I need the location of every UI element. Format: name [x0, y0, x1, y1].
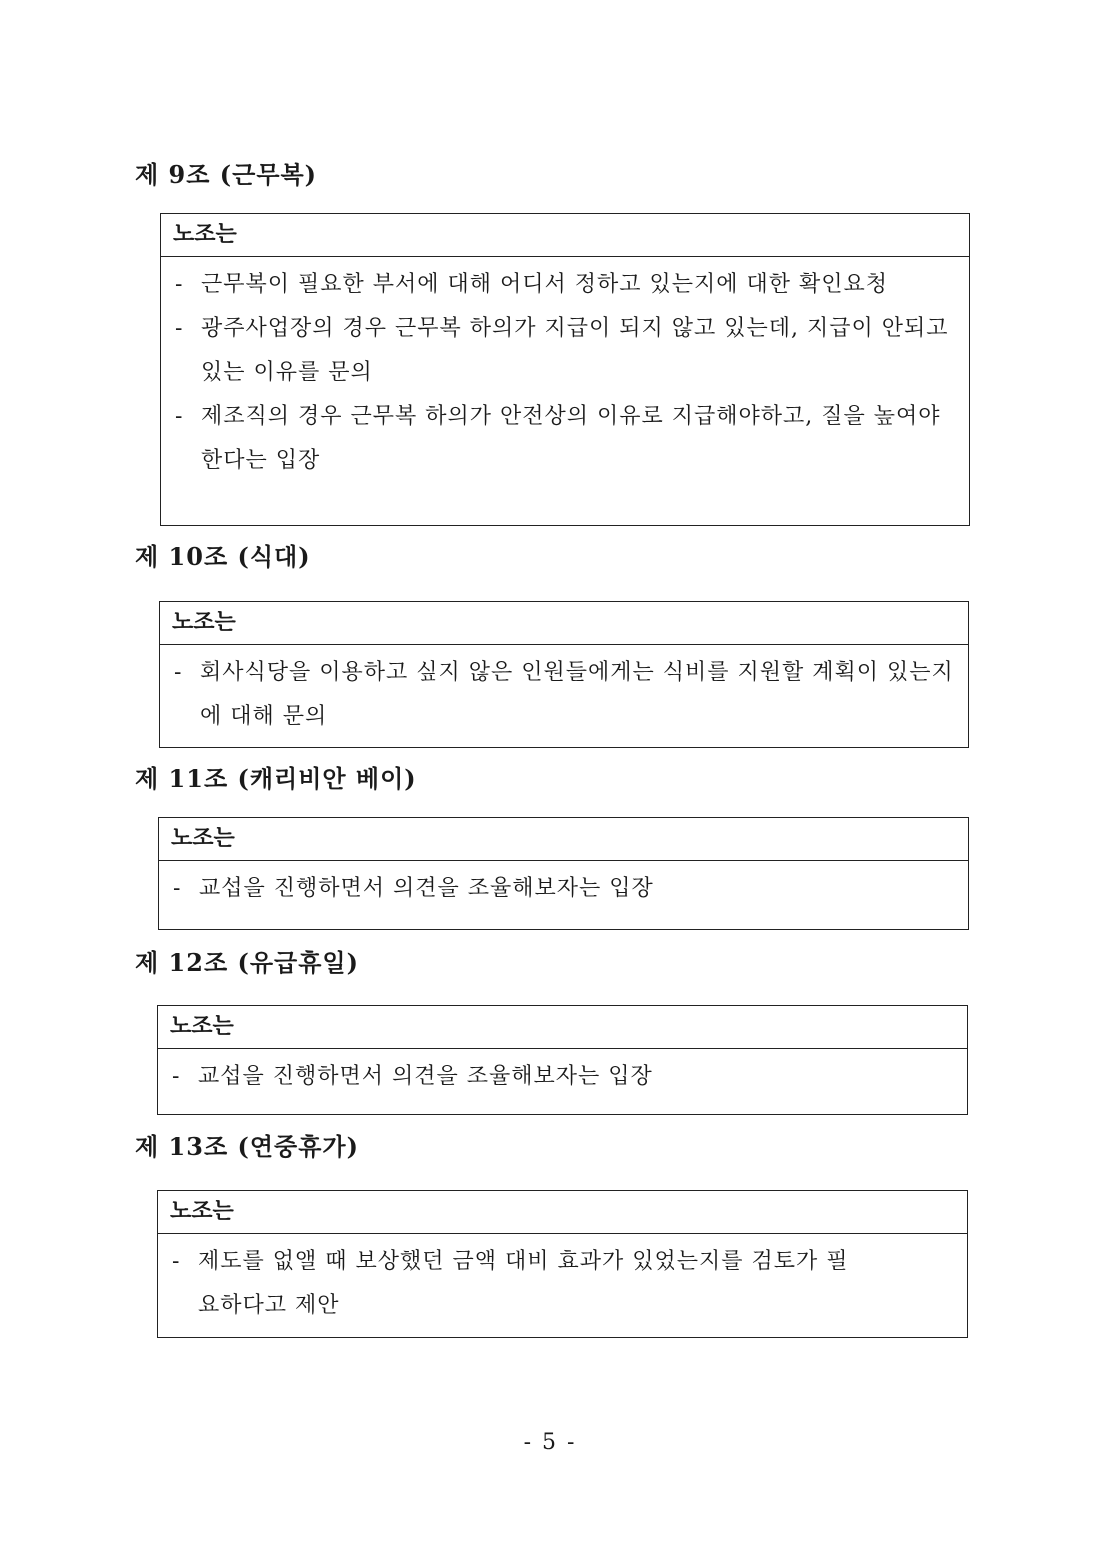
box-header: 노조는: [159, 818, 968, 861]
list-item: - 제조직의 경우 근무복 하의가 안전상의 이유로 지급해야하고, 질을 높여야 한다는 입장: [173, 395, 957, 483]
box-header: 노조는: [158, 1006, 967, 1049]
article-title: 제 11조 (캐리비안 베이): [135, 764, 417, 793]
article-box: [157, 1005, 968, 1115]
box-body: [158, 1049, 967, 1099]
box-body: [158, 1234, 967, 1328]
article-box: [158, 817, 969, 930]
article-box: [159, 601, 969, 748]
page-number: - 5 -: [523, 1430, 577, 1455]
box-header: 노조는: [161, 214, 969, 257]
article-title: 제 10조 (식대): [135, 542, 311, 571]
box-body: [160, 645, 968, 739]
box-header: 노조는: [158, 1191, 967, 1234]
article-title: 제 9조 (근무복): [135, 160, 318, 189]
list-item: - 회사식당을 이용하고 싶지 않은 인원들에게는 식비를 지원할 계획이 있는지에 대해 문의: [172, 651, 956, 739]
list-item: - 근무복이 필요한 부서에 대해 어디서 정하고 있는지에 대한 확인요청: [173, 263, 957, 307]
list-item: - 교섭을 진행하면서 의견을 조율해보자는 입장: [171, 867, 956, 911]
article-title: 제 13조 (연중휴가): [135, 1132, 359, 1161]
box-body: [159, 861, 968, 911]
article-box: [157, 1190, 968, 1338]
list-item: - 교섭을 진행하면서 의견을 조율해보자는 입장: [170, 1055, 955, 1099]
article-title: 제 12조 (유급휴일): [135, 948, 359, 977]
list-item: - 광주사업장의 경우 근무복 하의가 지급이 되지 않고 있는데, 지급이 안되고 있는 이유를 문의: [173, 307, 957, 395]
article-box: [160, 213, 970, 526]
box-body: [161, 257, 969, 483]
list-item: - 제도를 없앨 때 보상했던 금액 대비 효과가 있었는지를 검토가 필요하다고 제안: [170, 1240, 955, 1328]
box-header: 노조는: [160, 602, 968, 645]
